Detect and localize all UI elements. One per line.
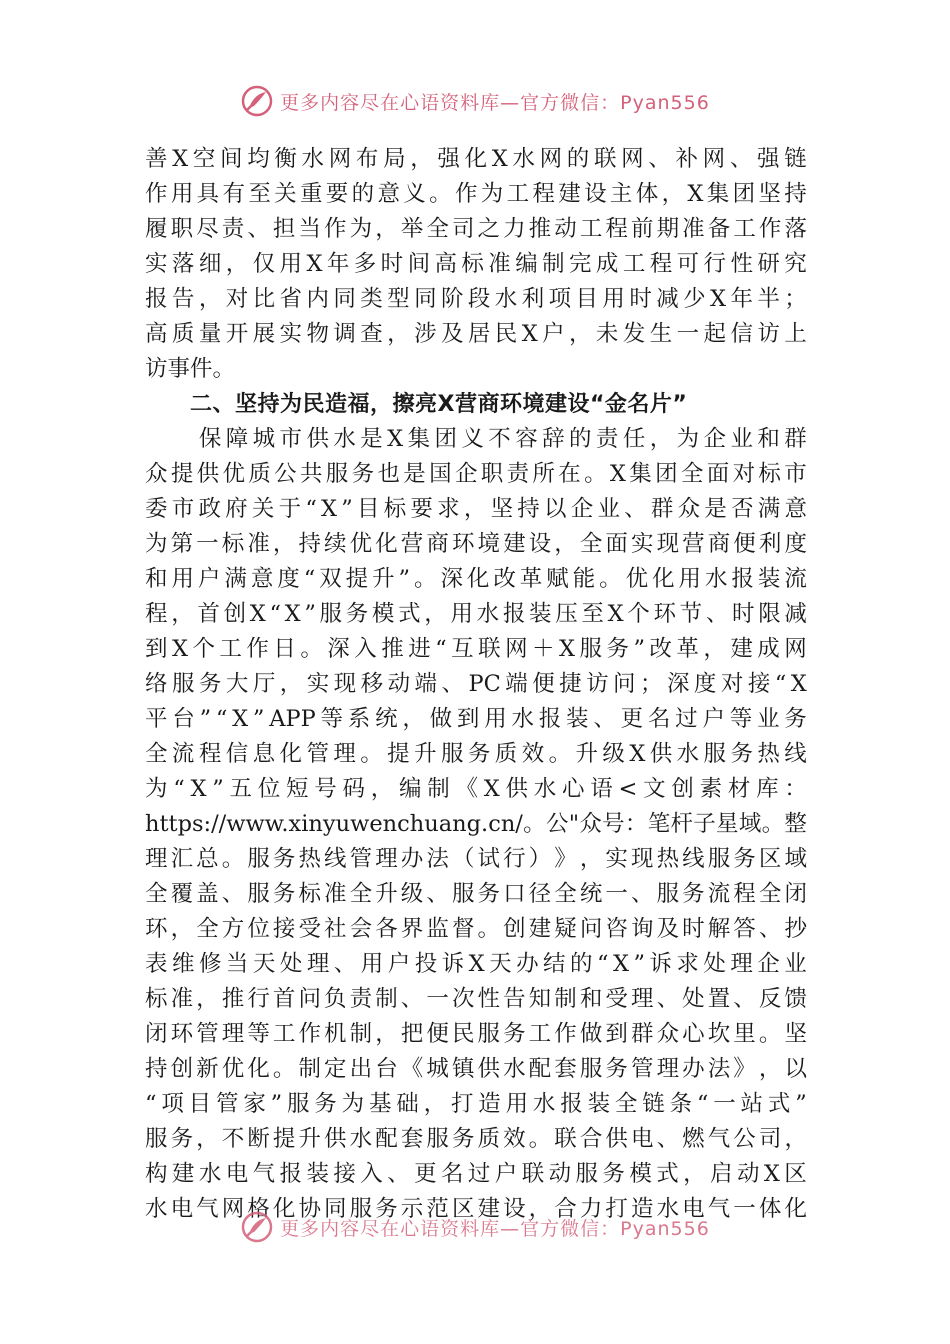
text-line: 全 覆 盖 、 服 务 标 准 全 升 级 、 服 务 口 径 全 统 一 、 服 务 流 程 全 闭: [145, 881, 807, 907]
text-line: 构 建 水 电 气 报 装 接 入 、 更 名 过 户 联 动 服 务 模 式 ， 启 动 X 区: [145, 1161, 807, 1187]
text-line: 履 职 尽 责 、 担 当 作 为 ， 举 全 司 之 力 推 动 工 程 前 期 准 备 工 作 落: [145, 216, 807, 242]
text-line: 平 台 ” “ X ” APP 等 系 统 ， 做 到 用 水 报 装 、 更 名 过 户 等 业 务: [145, 706, 807, 732]
text-line: 高 质 量 开 展 实 物 调 查 ， 涉 及 居 民 X 户 ， 未 发 生 一 起 信 访 上: [145, 321, 807, 347]
text-line: 表 维 修 当 天 处 理 、 用 户 投 诉 X 天 办 结 的 “ X ” 诉 求 处 理 企 业: [145, 951, 807, 977]
text-line: 络 服 务 大 厅 ， 实 现 移 动 端 、 PC 端 便 捷 访 问 ； 深 度 对 接 “ X: [145, 671, 807, 697]
text-line: 水 电 气 网 格 化 协 同 服 务 示 范 区 建 设 ， 合 力 打 造 水 电 气 一 体 化: [145, 1196, 807, 1222]
text-line: 委 市 政 府 关 于 “ X ” 目 标 要 求 ， 坚 持 以 企 业 、 群 众 是 否 满 意: [145, 496, 807, 522]
text-line: 访事件。: [145, 356, 236, 382]
watermark-logo-icon: [240, 84, 274, 118]
text-line: 到 X 个 工 作 日 。 深 入 推 进 “ 互 联 网 ＋ X 服 务 ” 改 革 ， 建 成 网: [145, 636, 807, 662]
text-line: 实 落 细 ， 仅 用 X 年 多 时 间 高 标 准 编 制 完 成 工 程 可 行 性 研 究: [145, 251, 807, 277]
text-line: 为 “ X ” 五 位 短 号 码 ， 编 制 《 X 供 水 心 语 < 文 创 素 材 库 ：: [145, 776, 807, 802]
text-line: 众 提 供 优 质 公 共 服 务 也 是 国 企 职 责 所 在 。 X 集 团 全 面 对 标 市: [145, 461, 807, 487]
text-line: 环 ， 全 方 位 接 受 社 会 各 界 监 督 。 创 建 疑 问 咨 询 及 时 解 答 、 抄: [145, 916, 807, 942]
watermark-header: [0, 84, 950, 118]
text-line: 报 告 ， 对 比 省 内 同 类 型 同 阶 段 水 利 项 目 用 时 减 少 X 年 半 ；: [145, 286, 807, 312]
watermark-footer: [0, 1210, 950, 1244]
watermark-logo-icon: [240, 1210, 274, 1244]
text-line: 理 汇 总 。 服 务 热 线 管 理 办 法 （ 试 行 ） 》 ， 实 现 热 线 服 务 区 域: [145, 846, 807, 872]
paragraph-2: [145, 422, 807, 1227]
paragraph-1: [145, 142, 807, 387]
text-line: 为 第 一 标 准 ， 持 续 优 化 营 商 环 境 建 设 ， 全 面 实 现 营 商 便 利 度: [145, 531, 807, 557]
document-body: [145, 142, 807, 1227]
text-line: 持 创 新 优 化 。 制 定 出 台 《 城 镇 供 水 配 套 服 务 管 理 办 法 》 ， 以: [145, 1056, 807, 1082]
text-line: 和 用 户 满 意 度 “ 双 提 升 ” 。 深 化 改 革 赋 能 。 优 化 用 水 报 装 流: [145, 566, 807, 592]
section-heading-2: 二、坚持为民造福，擦亮X营商环境建设“金名片”: [190, 392, 688, 417]
watermark-text: 更多内容尽在心语资料库—官方微信：Pyan556: [280, 1217, 710, 1240]
text-line: 善 X 空 间 均 衡 水 网 布 局 ， 强 化 X 水 网 的 联 网 、 补 网 、 强 链: [145, 146, 807, 172]
text-line: https://www.xinyuwenchuang.cn/ 。 公 " 众 号 ： 笔 杆 子 星 域 。 整: [145, 811, 807, 837]
text-line: 闭 环 管 理 等 工 作 机 制 ， 把 便 民 服 务 工 作 做 到 群 众 心 坎 里 。 坚: [145, 1021, 807, 1047]
watermark-text: 更多内容尽在心语资料库—官方微信：Pyan556: [280, 91, 710, 114]
text-line: “ 项 目 管 家 ” 服 务 为 基 础 ， 打 造 用 水 报 装 全 链 条 “ 一 站 式 ”: [145, 1091, 807, 1117]
text-line: 程 ， 首 创 X “ X ” 服 务 模 式 ， 用 水 报 装 压 至 X 个 环 节 、 时 限 减: [145, 601, 807, 627]
text-line: 作 用 具 有 至 关 重 要 的 意 义 。 作 为 工 程 建 设 主 体 ， X 集 团 坚 持: [145, 181, 807, 207]
text-line: 服 务 ， 不 断 提 升 供 水 配 套 服 务 质 效 。 联 合 供 电 、 燃 气 公 司 ，: [145, 1126, 807, 1152]
text-line: 标 准 ， 推 行 首 问 负 责 制 、 一 次 性 告 知 制 和 受 理 、 处 置 、 反 馈: [145, 986, 807, 1012]
text-line: 保 障 城 市 供 水 是 X 集 团 义 不 容 辞 的 责 任 ， 为 企 业 和 群: [198, 426, 807, 452]
text-line: 全 流 程 信 息 化 管 理 。 提 升 服 务 质 效 。 升 级 X 供 水 服 务 热 线: [145, 741, 807, 767]
